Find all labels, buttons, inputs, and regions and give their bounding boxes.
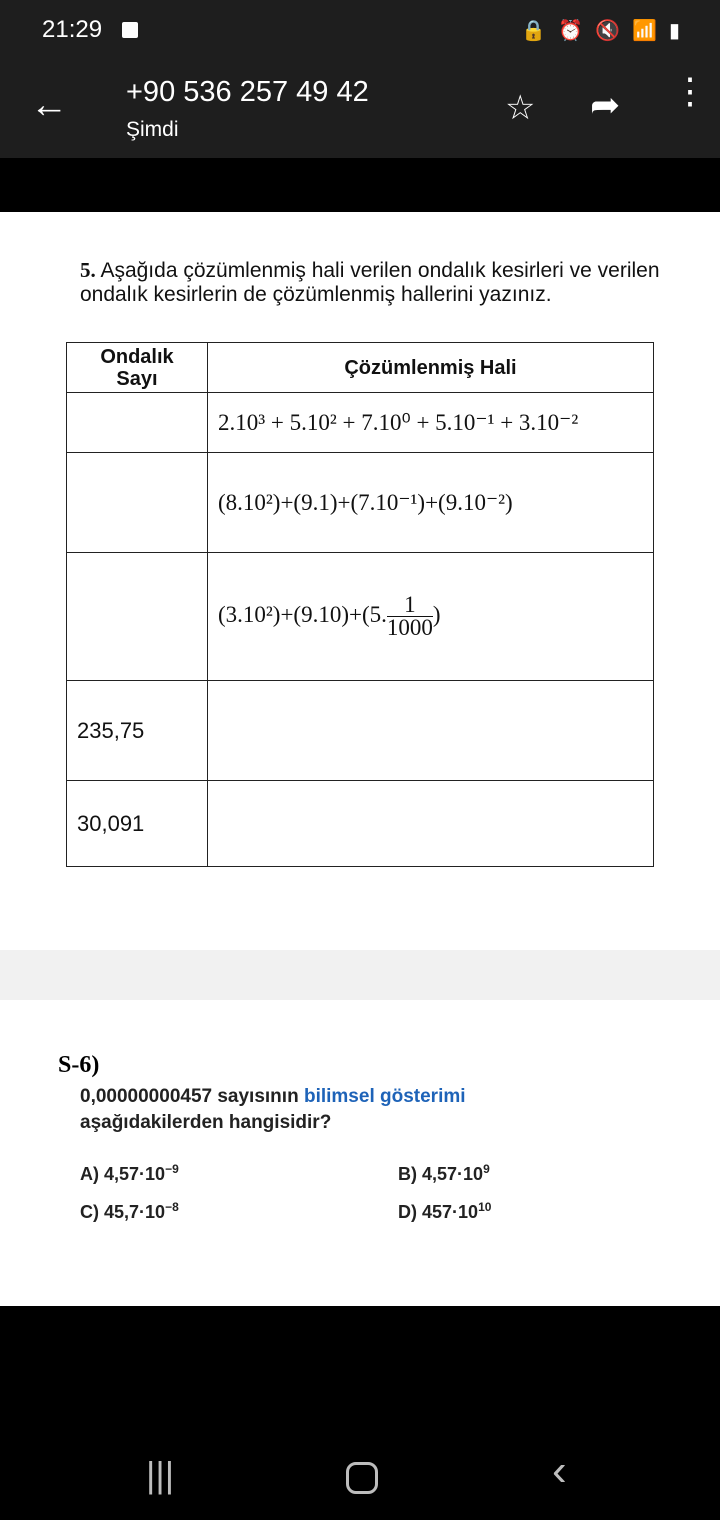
question-6-text (80, 1084, 466, 1136)
share-icon[interactable]: ➦ (590, 84, 621, 125)
option-b-base: 4,57·10 (422, 1164, 484, 1184)
header-decimal: Ondalık Sayı (67, 343, 208, 393)
table-row (67, 453, 654, 553)
decimal-cell (67, 393, 208, 453)
decimal-cell (67, 453, 208, 553)
expr-prefix: (3.10²)+(9.10)+(5. (218, 601, 387, 627)
option-b (398, 1162, 490, 1185)
more-options-icon[interactable]: ⋮ (672, 70, 708, 111)
lock-icon: 🔒 (521, 20, 547, 42)
header-expanded: Çözümlenmiş Hali (208, 343, 654, 393)
expanded-cell (208, 781, 654, 867)
option-a (80, 1162, 179, 1185)
battery-icon: ▮ (668, 20, 680, 42)
timestamp-label: Şimdi (126, 118, 179, 141)
option-c (80, 1200, 179, 1223)
expanded-cell (208, 681, 654, 781)
recent-apps-button[interactable]: ||| (146, 1454, 175, 1495)
table-row (67, 393, 654, 453)
option-a-exp: −9 (165, 1162, 179, 1176)
mute-icon: 🔇 (595, 20, 621, 42)
option-a-base: 4,57·10 (104, 1164, 166, 1184)
back-button[interactable]: ‹ (552, 1446, 567, 1495)
app-bar (0, 60, 720, 158)
option-c-base: 45,7·10 (104, 1202, 166, 1222)
table-header-row (67, 343, 654, 393)
decimal-table (66, 342, 654, 867)
option-c-label: C) (80, 1202, 99, 1222)
fraction-numerator: 1 (387, 594, 433, 617)
sender-number: +90 536 257 49 42 (126, 76, 369, 108)
document-divider (0, 950, 720, 1000)
status-time: 21:29 (42, 16, 103, 43)
alarm-icon: ⏰ (558, 20, 584, 42)
question-6-label: S-6) (58, 1052, 100, 1078)
option-b-exp: 9 (483, 1162, 490, 1176)
option-d-exp: 10 (478, 1200, 492, 1214)
question-6-text-highlight: bilimsel gösterimi (303, 1086, 466, 1107)
status-bar (0, 0, 720, 60)
option-c-exp: −8 (165, 1200, 179, 1214)
back-arrow-icon[interactable]: ← (30, 84, 68, 126)
option-a-label: A) (80, 1164, 99, 1184)
status-icons (521, 18, 680, 43)
option-d (398, 1200, 491, 1223)
expanded-cell: (8.10²)+(9.1)+(7.10⁻¹)+(9.10⁻²) (208, 453, 654, 553)
expr-suffix: ) (432, 601, 441, 627)
option-d-base: 457·10 (422, 1202, 479, 1222)
question-5-number: 5. (80, 258, 96, 282)
expanded-cell (208, 553, 654, 681)
table-row (67, 781, 654, 867)
decimal-cell: 235,75 (67, 681, 208, 781)
navigation-bar (0, 1306, 720, 1520)
decimal-cell: 30,091 (67, 781, 208, 867)
home-button[interactable] (346, 1462, 378, 1494)
expanded-cell: 2.10³ + 5.10² + 7.10⁰ + 5.10⁻¹ + 3.10⁻² (208, 393, 654, 453)
table-row (67, 553, 654, 681)
fraction (387, 594, 433, 639)
question-5-text (80, 258, 680, 307)
decimal-cell (67, 553, 208, 681)
question-6-text-part2: aşağıdakilerden hangisidir? (80, 1112, 332, 1133)
document-image-bottom (0, 1000, 720, 1306)
wifi-icon: 📶 (632, 20, 657, 42)
option-d-label: D) (398, 1202, 417, 1222)
option-b-label: B) (398, 1164, 417, 1184)
fraction-denominator: 1000 (386, 615, 433, 640)
question-5-body: Aşağıda çözümlenmiş hali verilen ondalık kesirleri ve verilen ondalık kesirlerin de çözümlenmiş hallerini yazınız. (80, 259, 660, 306)
gallery-notification-icon (122, 22, 138, 38)
question-6-text-part1: 0,00000000457 sayısının (80, 1086, 304, 1107)
table-row (67, 681, 654, 781)
star-icon[interactable]: ☆ (505, 89, 536, 127)
